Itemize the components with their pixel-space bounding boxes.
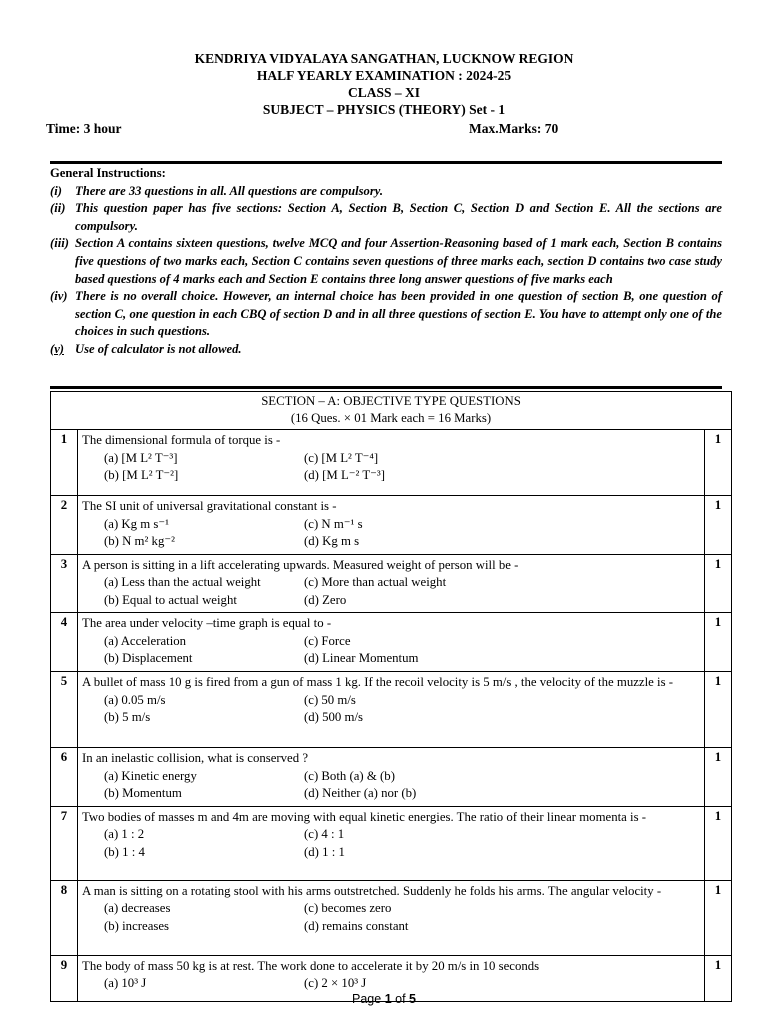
answer-option: (a) Kg m s⁻¹ [104,516,169,531]
options-grid [82,975,700,993]
instructions-divider [50,386,722,389]
question-cell [78,613,705,672]
section-header-row [51,392,732,430]
options-grid [82,900,700,935]
region-title: KENDRIYA VIDYALAYA SANGATHAN, LUCKNOW REGION [194,51,574,66]
question-text: A person is sitting in a lift accelerating upwards. Measured weight of person will be - [82,557,519,572]
exam-title: HALF YEARLY EXAMINATION : 2024-25 [256,68,512,83]
questions-body [51,430,732,1002]
question-cell [78,806,705,880]
instruction-item [50,183,722,201]
answer-option: (d) Zero [304,592,347,607]
answer-option: (d) 1 : 1 [304,844,345,859]
answer-option: (a) decreases [104,901,171,916]
answer-option: (d) 500 m/s [304,710,364,725]
question-row [51,554,732,613]
question-cell [78,430,705,496]
instruction-text: Use of calculator is not allowed. [75,341,242,356]
answer-option: (a) 1 : 2 [104,827,145,842]
answer-option: (c) [M L² T⁻⁴] [304,450,379,465]
question-marks: 1 [705,554,732,613]
options-grid [82,768,700,803]
question-text: Two bodies of masses m and 4m are moving with equal kinetic energies. The ratio of their linear momenta is - [82,809,647,824]
max-marks-label: Max.Marks: 70 [469,121,559,136]
question-row [51,880,732,955]
answer-option: (b) Displacement [104,651,193,666]
time-label: Time: 3 hour [46,121,122,136]
question-cell [78,554,705,613]
section-subtitle: (16 Ques. × 01 Mark each = 16 Marks) [290,411,492,425]
question-marks: 1 [705,430,732,496]
general-instructions [50,165,722,359]
question-number: 6 [51,748,78,807]
instruction-item [50,288,722,341]
top-divider [50,161,722,164]
question-number: 9 [51,955,78,1001]
answer-option: (a) Acceleration [104,633,187,648]
question-marks: 1 [705,496,732,555]
answer-option: (a) 0.05 m/s [104,692,166,707]
instruction-item [50,341,722,359]
answer-option: (b) Equal to actual weight [104,592,237,607]
options-grid [82,450,700,485]
footer-of: of [391,992,410,1006]
page-footer [0,992,768,1006]
options-grid [82,574,700,609]
exam-header [0,50,768,118]
question-number: 8 [51,880,78,955]
question-cell [78,748,705,807]
question-number: 3 [51,554,78,613]
question-number: 7 [51,806,78,880]
answer-option: (b) N m² kg⁻² [104,534,175,549]
instruction-number: (iii) [50,236,69,251]
answer-option: (d) Linear Momentum [304,651,419,666]
instruction-item [50,200,722,235]
options-grid [82,516,700,551]
question-marks: 1 [705,955,732,1001]
answer-option: (d) Kg m s [304,534,360,549]
question-row [51,613,732,672]
section-header [51,392,732,430]
subject-title: SUBJECT – PHYSICS (THEORY) Set - 1 [262,102,506,117]
options-grid [82,633,700,668]
instructions-title: General Instructions: [50,166,166,180]
question-cell [78,672,705,748]
answer-option: (d) Neither (a) nor (b) [304,786,417,801]
question-text: A man is sitting on a rotating stool with his arms outstretched. Suddenly he folds his arms. The angular velocity - [82,883,662,898]
instruction-number: (ii) [50,201,66,216]
answer-option: (c) becomes zero [304,901,392,916]
answer-option: (b) 5 m/s [104,710,151,725]
answer-option: (a) [M L² T⁻³] [104,450,178,465]
answer-option: (d) remains constant [304,918,409,933]
question-cell [78,496,705,555]
question-cell [78,880,705,955]
question-row [51,806,732,880]
instruction-item [50,235,722,288]
question-marks: 1 [705,806,732,880]
question-marks: 1 [705,748,732,807]
instruction-number: (i) [50,183,62,198]
question-text: The body of mass 50 kg is at rest. The work done to accelerate it by 20 m/s in 10 seconds [82,958,540,973]
total-pages: 5 [409,992,416,1006]
question-row [51,672,732,748]
answer-option: (a) 10³ J [104,976,147,991]
question-marks: 1 [705,613,732,672]
answer-option: (c) Force [304,633,351,648]
question-row [51,430,732,496]
question-number: 5 [51,672,78,748]
question-number: 2 [51,496,78,555]
question-text: The SI unit of universal gravitational constant is - [82,499,337,513]
answer-option: (c) 50 m/s [304,692,356,707]
answer-option: (d) [M L⁻² T⁻³] [304,468,386,483]
current-page: 1 [384,992,392,1006]
class-title: CLASS – XI [347,85,421,100]
instruction-text: This question paper has five sections: Section A, Section B, Section C, Section D and Section E. All the sections are compulsory. [75,201,722,233]
question-row [51,496,732,555]
answer-option: (c) 4 : 1 [304,827,345,842]
answer-option: (a) Kinetic energy [104,768,197,783]
answer-option: (b) [M L² T⁻²] [104,468,179,483]
answer-option: (c) 2 × 10³ J [304,976,367,991]
answer-option: (b) increases [104,918,170,933]
answer-option: (c) N m⁻¹ s [304,516,363,531]
question-number: 1 [51,430,78,496]
answer-option: (b) Momentum [104,786,182,801]
answer-option: (b) 1 : 4 [104,844,145,859]
options-grid [82,692,700,727]
instruction-number: (iv) [50,289,68,304]
answer-option: (a) Less than the actual weight [104,575,261,590]
instruction-number: (v) [50,341,64,356]
answer-option: (c) More than actual weight [304,575,447,590]
footer-prefix: Page [352,992,385,1006]
question-text: A bullet of mass 10 g is fired from a gun of mass 1 kg. If the recoil velocity is 5 m/s , the velocity of the muzzle is - [82,675,674,690]
question-marks: 1 [705,880,732,955]
question-row [51,748,732,807]
question-marks: 1 [705,672,732,748]
instruction-text: There are 33 questions in all. All questions are compulsory. [75,183,383,198]
section-a-table [50,391,732,1002]
question-text: The dimensional formula of torque is - [82,433,281,447]
instruction-text: Section A contains sixteen questions, twelve MCQ and four Assertion-Reasoning based of 1 mark each, Section B contains five questions of two marks each, Section C contains seven questions of three marks each, section D contains two case study based questions of 4 marks each and Section E contains three long answer questions of five marks each [75,236,722,286]
options-grid [82,826,700,861]
section-title: SECTION – A: OBJECTIVE TYPE QUESTIONS [261,394,521,408]
answer-option: (c) Both (a) & (b) [304,768,395,783]
question-number: 4 [51,613,78,672]
instruction-text: There is no overall choice. However, an internal choice has been provided in one question of section B, one question of section C, one question in each CBQ of section D and in all three questions of section E. You have to attempt only one of the choices in such questions. [75,289,722,339]
question-text: In an inelastic collision, what is conserved ? [82,751,309,766]
question-text: The area under velocity –time graph is equal to - [82,616,332,631]
